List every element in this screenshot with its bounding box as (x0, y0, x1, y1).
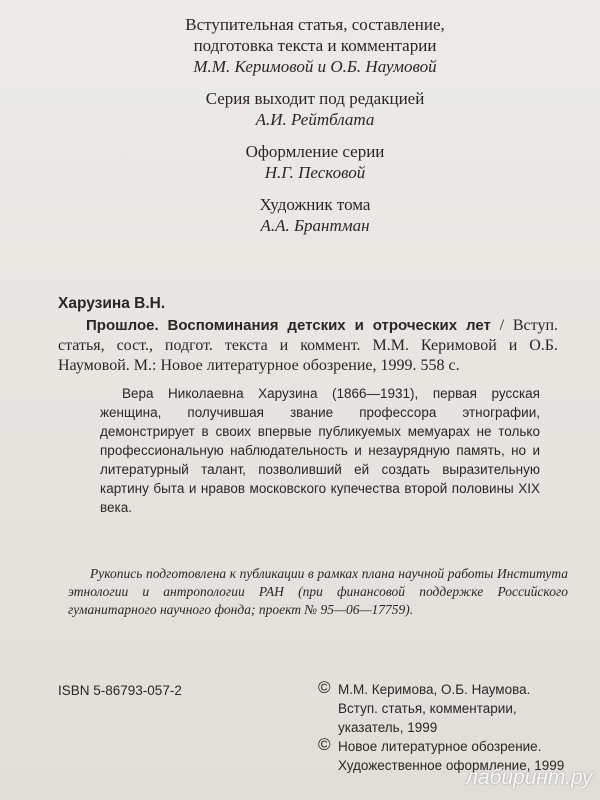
credit-person: М.М. Керимовой и О.Б. Наумовой (193, 57, 437, 76)
credits-section (150, 14, 480, 247)
copyright-line: указатель, 1999 (338, 720, 438, 735)
credit-artist (150, 194, 480, 236)
annotation-text: Вера Николаевна Харузина (1866—1931), первая русская женщина, получившая звание профессора этнографии, демонстрирует в своих впервые публикуемых мемуарах не только профессиональную наблюдательность и незаурядную память, но и литературный талант, позволивший ей создать выразительную картину быта и нравов московского купечества второй половины XIX века. (100, 386, 540, 515)
credit-role: подготовка текста и комментарии (193, 36, 437, 55)
credit-person: А.А. Брантман (260, 216, 370, 235)
credit-role: Вступительная статья, составление, (185, 15, 445, 34)
biblio-details: / Вступ. статья, сост., подгот. текста и коммент. М.М. Керимовой и О.Б. Наумовой. М.: Новое литературное обозрение, 1999. 558 с. (58, 317, 559, 374)
copyright-line: Художественное оформление, 1999 (338, 758, 565, 773)
credit-intro-editors (150, 14, 480, 77)
credit-person: А.И. Рейтблата (255, 110, 375, 129)
copyright-section (318, 680, 588, 775)
publication-note (68, 565, 568, 619)
bibliographic-record (58, 294, 558, 376)
biblio-title: Прошлое. Воспоминания детских и отроческих лет (86, 317, 491, 334)
biblio-description (58, 316, 558, 376)
credit-series-design (150, 141, 480, 183)
credit-person: Н.Г. Песковой (264, 163, 366, 182)
publication-note-text: Рукопись подготовлена к публикации в рамках плана научной работы Института этнологии и антропологии РАН (при финансовой поддержке Российского гуманитарного научного фонда; проект № 95—06—17759). (68, 566, 568, 617)
copyright-line: М.М. Керимова, О.Б. Наумова. (338, 682, 531, 697)
copyright-icon: © (318, 735, 331, 754)
credit-role: Художник тома (259, 195, 371, 214)
copyright-line: Вступ. статья, комментарии, (338, 701, 517, 716)
copyright-line: Новое литературное обозрение. (338, 739, 542, 754)
biblio-author: Харузина В.Н. (58, 295, 166, 312)
watermark: лабиринт.ру (466, 766, 593, 789)
copyright-item (318, 680, 588, 737)
credit-series-editor (150, 88, 480, 130)
isbn: ISBN 5-86793-057-2 (58, 683, 182, 698)
copyright-icon: © (318, 678, 331, 697)
annotation (100, 384, 540, 517)
credit-role: Серия выходит под редакцией (205, 89, 425, 108)
credit-role: Оформление серии (245, 142, 385, 161)
